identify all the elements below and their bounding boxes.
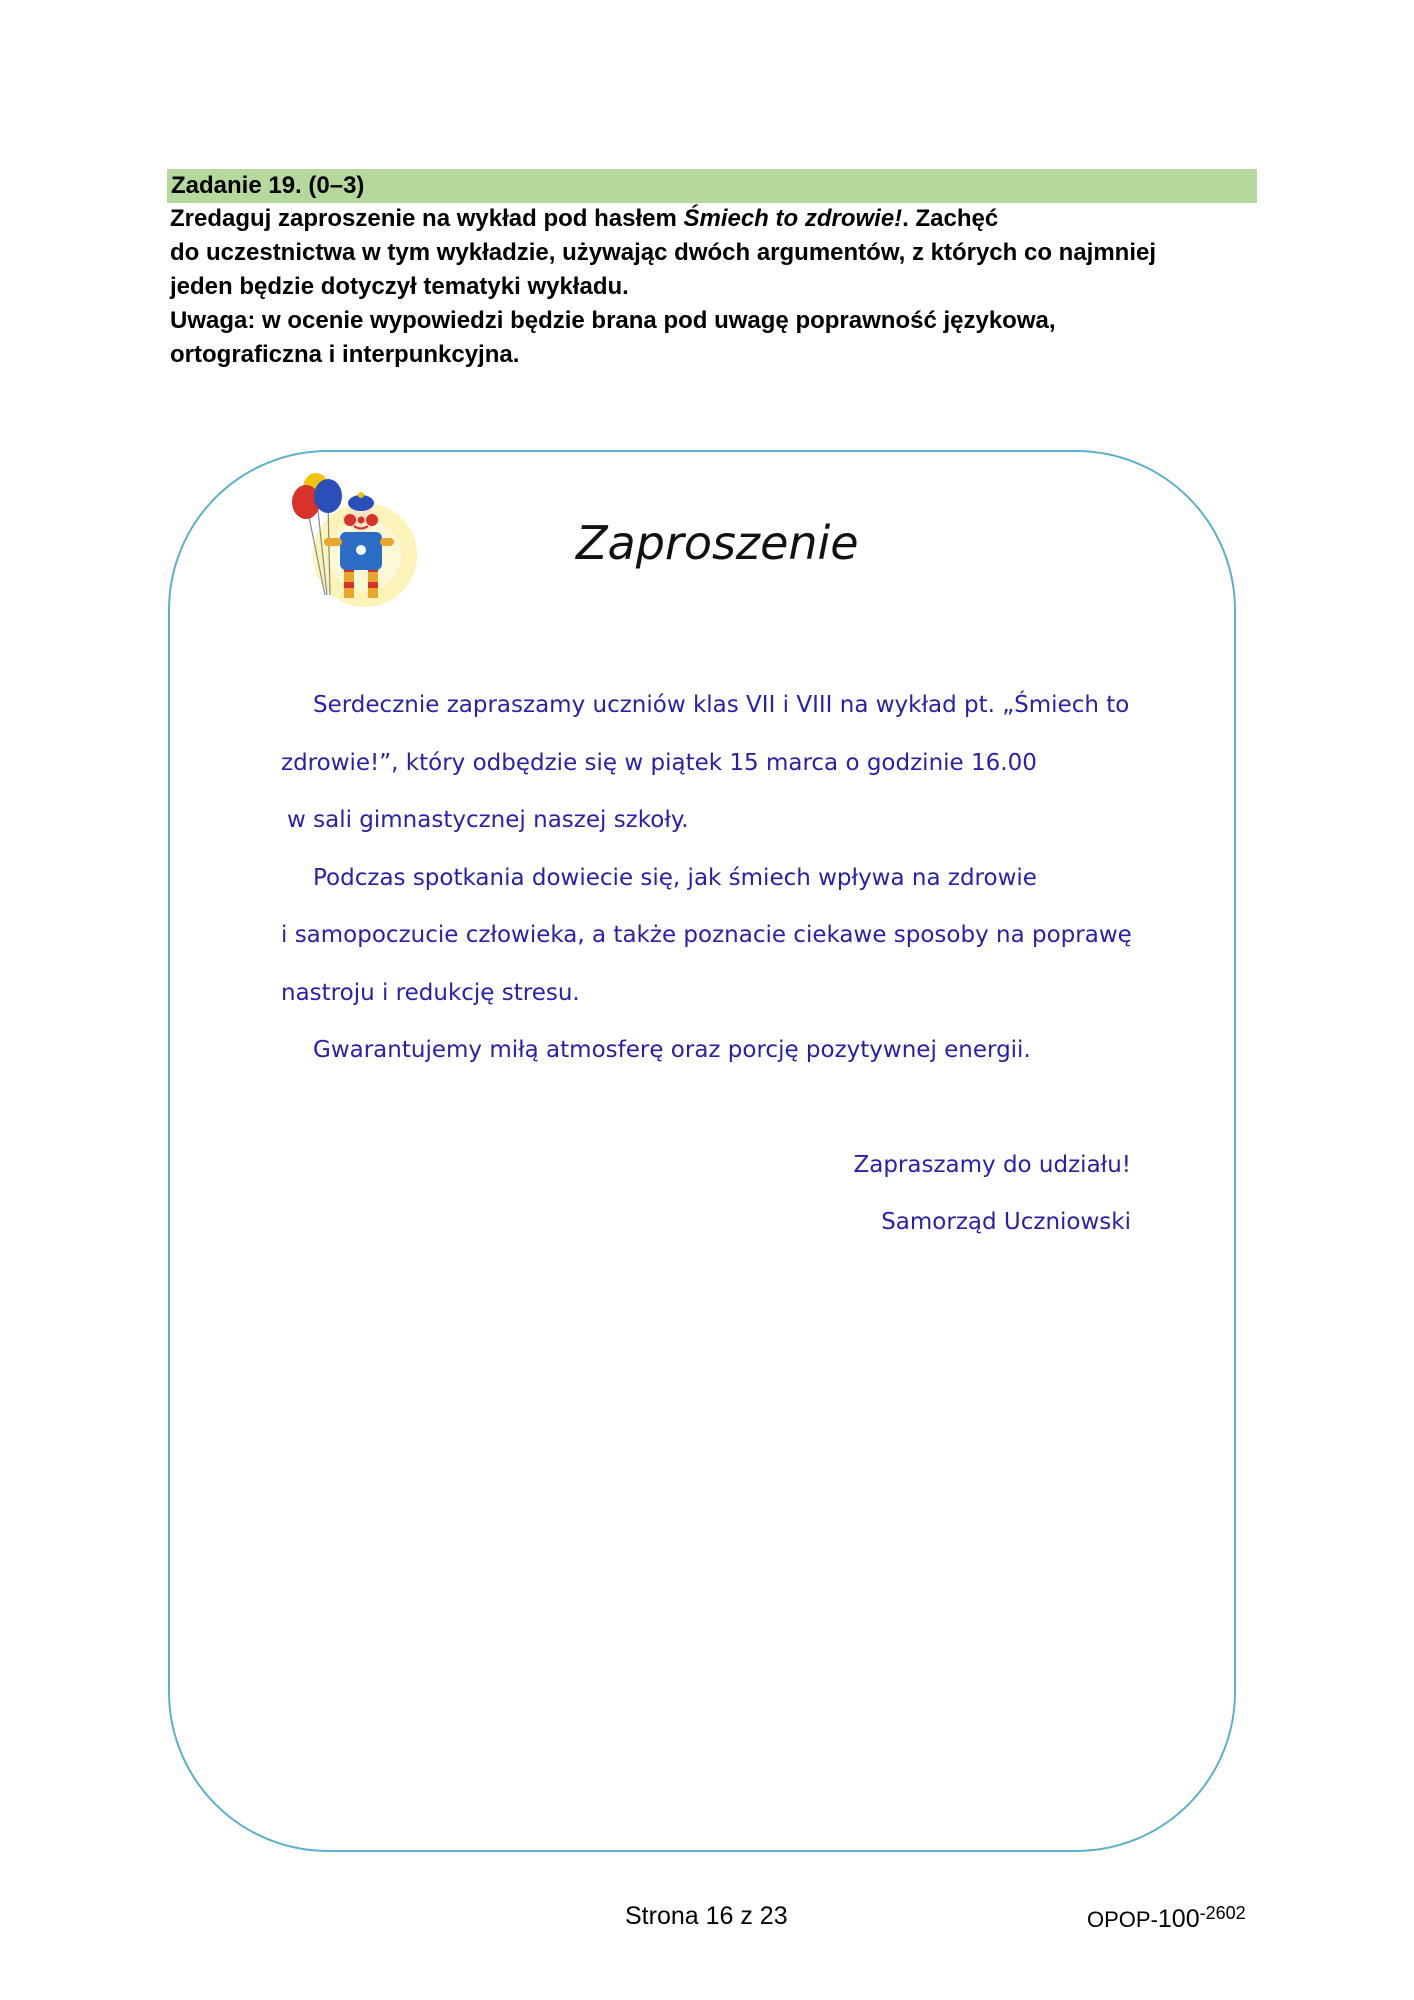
invitation-line: w sali gimnastycznej naszej szkoły.: [287, 807, 689, 833]
task-instructions: [170, 202, 1270, 372]
note-line-2: ortograficzna i interpunkcyjna.: [170, 341, 520, 368]
instruction-line-3: jeden będzie dotyczył tematyki wykładu.: [170, 273, 629, 300]
invitation-body: [281, 677, 1161, 1080]
invitation-signoff: [853, 1137, 1131, 1251]
invitation-line: Gwarantujemy miłą atmosferę oraz porcję pozytywnej energii.: [313, 1037, 1031, 1063]
invitation-title: Zaproszenie: [576, 516, 859, 570]
page-number: Strona 16 z 23: [625, 1902, 788, 1930]
instruction-line-2: do uczestnictwa w tym wykładzie, używając dwóch argumentów, z których co najmniej: [170, 239, 1157, 266]
slogan: Śmiech to zdrowie!: [683, 205, 903, 232]
invitation-line: i samopoczucie człowieka, a także poznacie ciekawe sposoby na poprawę: [281, 922, 1132, 948]
note-line-1: Uwaga: w ocenie wypowiedzi będzie brana pod uwagę poprawność językowa,: [170, 307, 1056, 334]
instruction-line-1: Zredaguj zaproszenie na wykład pod hasłem Śmiech to zdrowie!. Zachęć: [170, 205, 999, 232]
clown-with-balloons-icon: [280, 470, 420, 610]
invitation-line: Podczas spotkania dowiecie się, jak śmiech wpływa na zdrowie: [313, 864, 1037, 891]
invitation-line: nastroju i redukcję stresu.: [281, 979, 580, 1006]
document-code: OPOP-$100^{-2602}$: [1087, 1903, 1246, 1933]
task-title: Zadanie 19. (0–3): [171, 172, 365, 199]
invitation-line: Serdecznie zapraszamy uczniów klas VII i VIII na wykład pt. „Śmiech to: [313, 692, 1130, 718]
invitation-closing: Zapraszamy do udziału!: [853, 1152, 1131, 1178]
invitation-line: zdrowie!”, który odbędzie się w piątek 15 marca o godzinie 16.00: [281, 749, 1037, 776]
invitation-signature: Samorząd Uczniowski: [881, 1209, 1131, 1235]
